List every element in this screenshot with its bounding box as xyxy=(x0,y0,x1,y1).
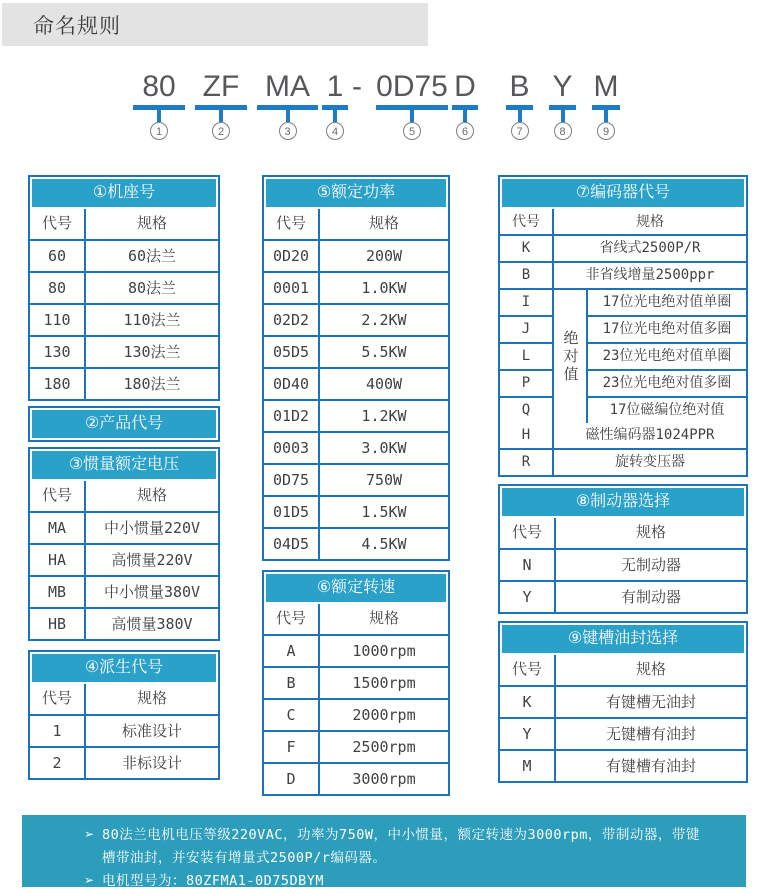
code-segment-text: Y xyxy=(552,70,573,103)
left-table-column xyxy=(28,175,220,780)
code-separator: - xyxy=(352,70,362,103)
table-row xyxy=(264,666,448,698)
spec-header-cell: 规格 xyxy=(554,518,746,548)
spec-header-cell: 规格 xyxy=(552,209,746,234)
code-cell: MA xyxy=(47,519,67,537)
spec-cell: 1.2KW xyxy=(318,401,448,431)
model-code-diagram xyxy=(0,70,760,165)
table-frame-number xyxy=(28,175,220,401)
table-derived-code xyxy=(28,650,220,780)
circled-number: 1 xyxy=(150,122,168,140)
code-cell: 1 xyxy=(52,722,62,740)
code-header-cell: 代号 xyxy=(41,690,72,707)
spec-cell: 17位光电绝对值单圈 xyxy=(602,294,732,310)
spec-cell: 1500rpm xyxy=(318,668,448,698)
table-row xyxy=(30,511,218,543)
table-header-row xyxy=(30,684,218,714)
spec-cell: 无键槽有油封 xyxy=(554,719,746,749)
code-cell: I xyxy=(521,294,531,310)
table-row xyxy=(264,527,448,559)
code-cell: 04D5 xyxy=(272,535,310,553)
note-item xyxy=(84,869,702,892)
table-title: ⑤额定功率 xyxy=(266,179,446,207)
table-row xyxy=(30,271,218,303)
spec-header-cell: 规格 xyxy=(84,481,218,511)
code-cell: 0D75 xyxy=(272,471,310,489)
code-header-cell: 代号 xyxy=(512,213,540,229)
table-row xyxy=(500,448,746,475)
group-code-column xyxy=(500,290,552,423)
spec-cell: 标准设计 xyxy=(84,716,218,746)
table-encoder-code xyxy=(498,175,748,477)
table-title: ⑨键槽油封选择 xyxy=(502,625,744,653)
code-cell: 180 xyxy=(43,375,71,393)
code-cell: 01D5 xyxy=(272,503,310,521)
code-cell: Y xyxy=(522,588,532,606)
code-segment-speed xyxy=(452,70,478,140)
table-row xyxy=(264,634,448,666)
code-cell: 0001 xyxy=(272,279,310,297)
table-row xyxy=(264,762,448,794)
spec-cell: 3000rpm xyxy=(318,764,448,794)
table-title: ②产品代号 xyxy=(32,410,216,438)
spec-cell: 非标设计 xyxy=(84,748,218,778)
code-cell: 05D5 xyxy=(272,343,310,361)
spec-cell: 无制动器 xyxy=(554,550,746,580)
summary-note-box xyxy=(22,815,746,887)
table-title: ①机座号 xyxy=(32,179,216,207)
spec-header-cell: 规格 xyxy=(554,655,746,685)
code-cell: 2 xyxy=(52,754,62,772)
table-header-row xyxy=(30,481,218,511)
code-cell: Y xyxy=(522,725,532,743)
code-segment-inertia xyxy=(257,70,318,140)
table-header-row xyxy=(264,209,448,239)
table-row xyxy=(500,234,746,261)
circled-number: 9 xyxy=(597,122,615,140)
table-title: ③惯量额定电压 xyxy=(32,451,216,479)
code-cell: 0D40 xyxy=(272,375,310,393)
code-cell: C xyxy=(286,706,296,724)
circled-number: 5 xyxy=(403,122,421,140)
code-cell: 80 xyxy=(47,279,67,297)
table-row xyxy=(30,239,218,271)
code-cell: 02D2 xyxy=(272,311,310,329)
spec-cell: 非省线增量2500ppr xyxy=(552,263,746,288)
code-segment-text: 80 xyxy=(142,70,176,103)
circled-number: 8 xyxy=(554,122,572,140)
absolute-value-group xyxy=(500,288,746,423)
page-title: 命名规则 xyxy=(33,14,121,38)
spec-cell: 省线式2500P/R xyxy=(552,236,746,261)
code-cell: K xyxy=(521,240,531,256)
code-cell: A xyxy=(286,642,296,660)
spec-cell: 23位光电绝对值单圈 xyxy=(588,342,746,369)
spec-cell: 有键槽有油封 xyxy=(554,751,746,781)
code-segment-text: M xyxy=(593,70,619,103)
table-row xyxy=(264,367,448,399)
spec-cell: 2000rpm xyxy=(318,700,448,730)
table-row xyxy=(500,749,746,781)
table-title: ⑧制动器选择 xyxy=(502,488,744,516)
table-row xyxy=(264,239,448,271)
spec-cell: 17位光电绝对值多圈 xyxy=(588,315,746,342)
spec-cell: 3.0KW xyxy=(318,433,448,463)
code-cell: 0D20 xyxy=(272,247,310,265)
table-row xyxy=(264,730,448,762)
circled-number: 7 xyxy=(511,122,529,140)
table-title: ⑦编码器代号 xyxy=(502,179,744,207)
table-row xyxy=(30,543,218,575)
pointer-line xyxy=(561,110,565,122)
pointer-line xyxy=(604,110,608,122)
table-row xyxy=(30,335,218,367)
spec-cell: 中小惯量220V xyxy=(84,513,218,543)
spec-cell: 2.2KW xyxy=(318,305,448,335)
circled-number: 3 xyxy=(279,122,297,140)
spec-cell: 1.5KW xyxy=(318,497,448,527)
code-cell: L xyxy=(500,342,552,369)
code-segment-power xyxy=(376,70,448,140)
table-row xyxy=(30,714,218,746)
spec-header-cell: 规格 xyxy=(318,209,448,239)
spec-cell: 高惯量220V xyxy=(84,545,218,575)
table-row xyxy=(30,607,218,639)
table-row xyxy=(264,303,448,335)
code-segment-frame xyxy=(133,70,185,140)
spec-cell: 有键槽无油封 xyxy=(554,687,746,717)
code-cell: M xyxy=(522,757,532,775)
spec-cell: 磁性编码器1024PPR xyxy=(552,423,746,448)
table-row xyxy=(500,548,746,580)
code-cell: J xyxy=(500,315,552,342)
table-product-code xyxy=(28,406,220,442)
code-header-cell: 代号 xyxy=(41,215,72,232)
code-cell: H xyxy=(521,427,531,443)
table-row xyxy=(30,746,218,778)
code-cell: HB xyxy=(47,615,67,633)
code-segment-text: ZF xyxy=(202,70,240,103)
table-rated-speed xyxy=(262,570,450,796)
code-cell: MB xyxy=(47,583,67,601)
table-row xyxy=(264,495,448,527)
code-segment-text: 0D75 xyxy=(376,70,448,103)
table-header-row xyxy=(500,518,746,548)
spec-cell: 400W xyxy=(318,369,448,399)
spec-cell: 200W xyxy=(318,241,448,271)
table-row xyxy=(264,271,448,303)
spec-cell: 5.5KW xyxy=(318,337,448,367)
code-cell: R xyxy=(521,454,531,470)
pointer-line xyxy=(518,110,522,122)
table-row xyxy=(500,261,746,288)
table-row xyxy=(264,399,448,431)
table-row xyxy=(500,717,746,749)
spec-cell: 17位磁编位绝对值 xyxy=(588,396,746,423)
code-header-cell: 代号 xyxy=(275,610,306,627)
page-title-bar xyxy=(2,3,428,46)
pointer-line xyxy=(463,110,467,122)
spec-cell: 4.5KW xyxy=(318,529,448,559)
code-cell: B xyxy=(521,267,531,283)
code-cell: N xyxy=(522,556,532,574)
note-text: 80法兰电机电压等级220VAC，功率为750W，中小惯量，额定转速为3000rpm，带制动器，带键槽带油封，并安装有增量式2500P/r编码器。 xyxy=(102,827,700,866)
spec-cell: 23位光电绝对值多圈 xyxy=(588,369,746,396)
spec-header-cell: 规格 xyxy=(84,684,218,714)
table-row xyxy=(500,423,746,448)
spec-cell: 旋转变压器 xyxy=(552,450,746,475)
group-spec-column xyxy=(588,290,746,423)
code-segment-brake xyxy=(549,70,576,140)
code-segment-encoder xyxy=(506,70,533,140)
spec-cell: 1000rpm xyxy=(318,636,448,666)
code-cell: HA xyxy=(47,551,67,569)
spec-cell: 80法兰 xyxy=(84,273,218,303)
pointer-line xyxy=(219,110,223,122)
table-title: ④派生代号 xyxy=(32,654,216,682)
pointer-line xyxy=(410,110,414,122)
code-segment-derived xyxy=(322,70,348,140)
circled-number: 2 xyxy=(212,122,230,140)
code-segment-text: 1 xyxy=(326,70,344,103)
code-cell: 130 xyxy=(43,343,71,361)
table-header-row xyxy=(500,655,746,685)
arrow-bullet-icon: ➢ xyxy=(84,827,95,841)
pointer-line xyxy=(286,110,290,122)
note-text: 电机型号为：80ZFMA1-0D75DBYM xyxy=(102,873,325,889)
spec-cell: 110法兰 xyxy=(84,305,218,335)
code-cell: P xyxy=(500,369,552,396)
code-segment-text: B xyxy=(509,70,530,103)
code-cell: F xyxy=(286,738,296,756)
spec-cell: 有制动器 xyxy=(554,582,746,612)
table-rated-power xyxy=(262,175,450,561)
table-header-row xyxy=(30,209,218,239)
table-row xyxy=(30,575,218,607)
pointer-line xyxy=(333,110,337,122)
code-header-cell: 代号 xyxy=(511,524,542,541)
pointer-line xyxy=(157,110,161,122)
code-cell: 01D2 xyxy=(272,407,310,425)
code-cell: 60 xyxy=(47,247,67,265)
spec-header-cell: 规格 xyxy=(318,604,448,634)
code-header-cell: 代号 xyxy=(41,487,72,504)
table-row xyxy=(500,685,746,717)
table-row xyxy=(500,580,746,612)
code-segment-keyway xyxy=(592,70,620,140)
spec-cell: 60法兰 xyxy=(84,241,218,271)
middle-table-column xyxy=(262,175,450,796)
table-row xyxy=(264,335,448,367)
circled-number: 6 xyxy=(456,122,474,140)
table-title: ⑥额定转速 xyxy=(266,574,446,602)
spec-cell: 中小惯量380V xyxy=(84,577,218,607)
table-row xyxy=(264,698,448,730)
code-cell: 110 xyxy=(43,311,71,329)
table-row xyxy=(30,367,218,399)
code-segment-product xyxy=(195,70,247,140)
right-table-column xyxy=(498,175,748,783)
spec-cell: 180法兰 xyxy=(84,369,218,399)
table-row xyxy=(264,431,448,463)
code-cell: K xyxy=(522,693,532,711)
code-header-cell: 代号 xyxy=(275,215,306,232)
table-row xyxy=(264,463,448,495)
spec-cell: 2500rpm xyxy=(318,732,448,762)
absolute-value-group-label: 绝对值 xyxy=(552,290,588,423)
table-header-row xyxy=(264,604,448,634)
code-segment-text: MA xyxy=(265,70,310,103)
spec-cell: 高惯量380V xyxy=(84,609,218,639)
table-row xyxy=(30,303,218,335)
spec-cell: 750W xyxy=(318,465,448,495)
code-cell: B xyxy=(286,674,296,692)
spec-cell: 130法兰 xyxy=(84,337,218,367)
code-cell: D xyxy=(286,770,296,788)
table-keyway-oilseal xyxy=(498,621,748,783)
table-inertia-voltage xyxy=(28,447,220,641)
table-header-row xyxy=(500,209,746,234)
code-header-cell: 代号 xyxy=(511,661,542,678)
spec-header-cell: 规格 xyxy=(84,209,218,239)
table-brake-selection xyxy=(498,484,748,614)
spec-cell: 1.0KW xyxy=(318,273,448,303)
note-item xyxy=(84,823,702,869)
circled-number: 4 xyxy=(326,122,344,140)
code-cell: 0003 xyxy=(272,439,310,457)
code-cell: Q xyxy=(500,396,552,423)
arrow-bullet-icon: ➢ xyxy=(84,873,95,887)
code-segment-text: D xyxy=(454,70,476,103)
